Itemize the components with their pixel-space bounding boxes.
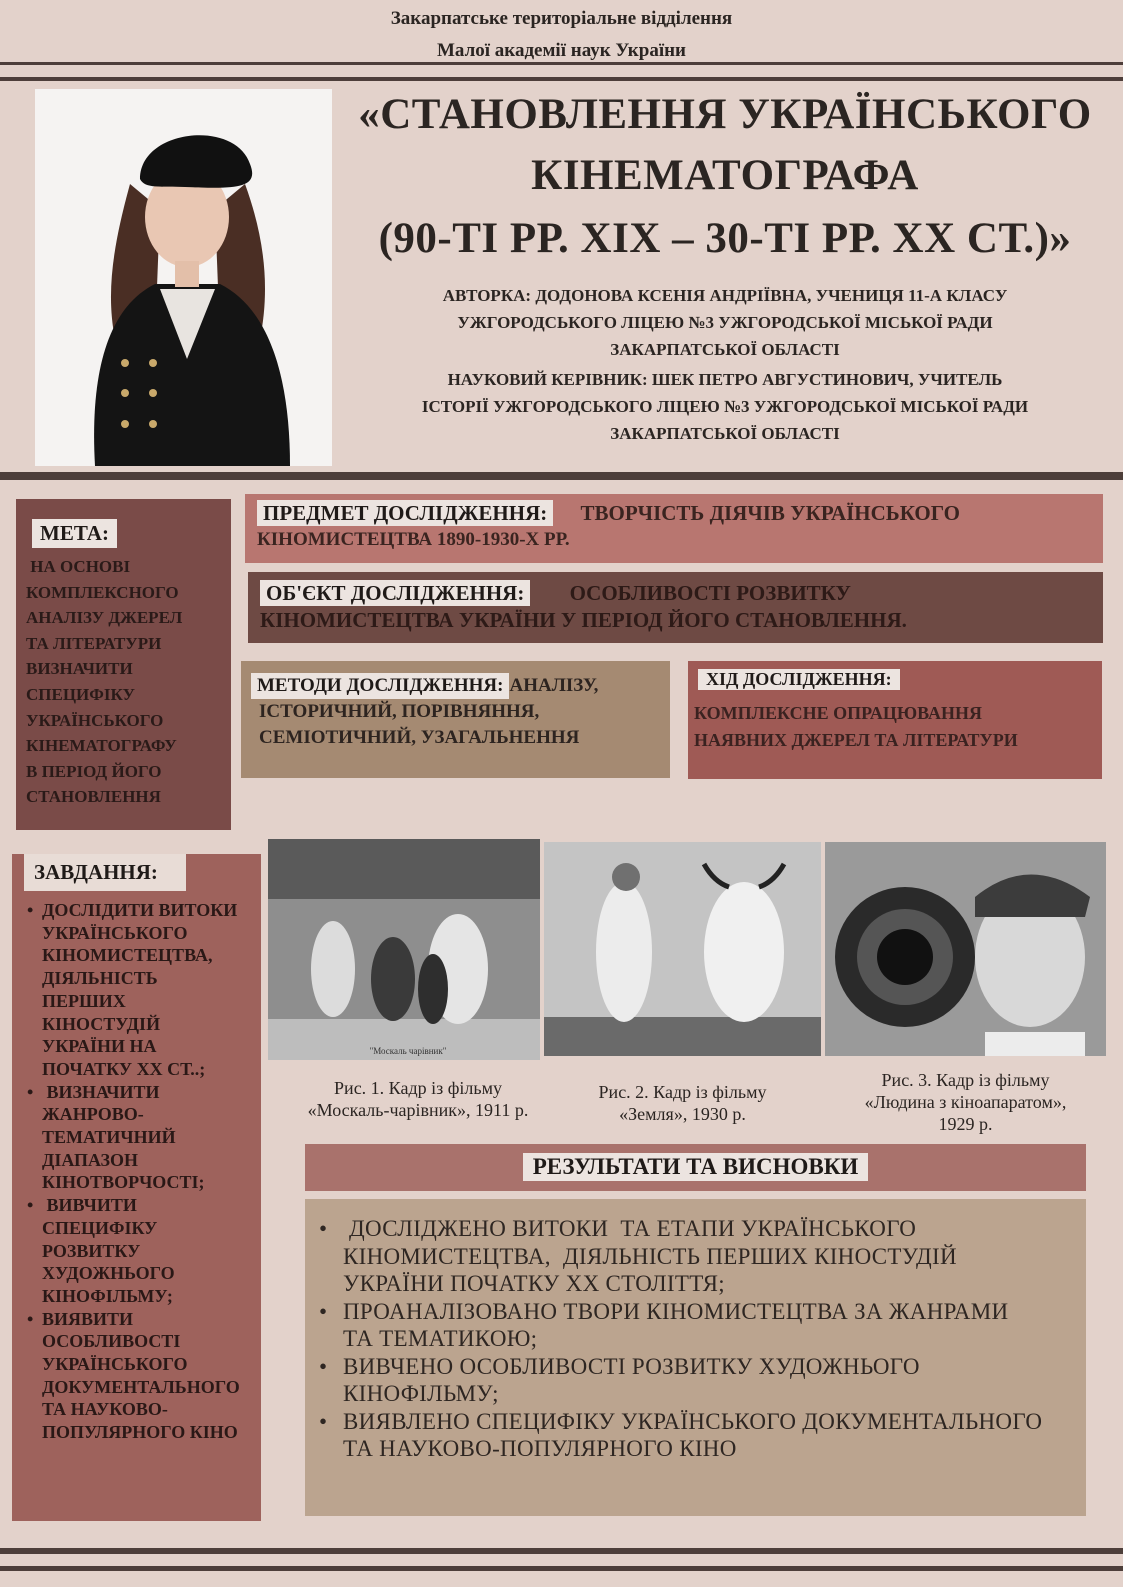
footer-divider-top <box>0 1548 1123 1554</box>
task-item <box>42 1308 261 1444</box>
task-item <box>42 899 261 1081</box>
task-item-line: ТА НАУКОВО- <box>42 1399 168 1420</box>
task-item <box>42 1194 261 1308</box>
figure-3-caption <box>825 1069 1106 1135</box>
course-text-line2: НАЯВНИХ ДЖЕРЕЛ ТА ЛІТЕРАТУРИ <box>694 730 1018 750</box>
result-item <box>315 1408 1076 1463</box>
footer-divider-bottom <box>0 1566 1123 1571</box>
figure-3-caption-line1: Рис. 3. Кадр із фільму <box>881 1070 1050 1090</box>
goal-text-line: ТА ЛІТЕРАТУРИ <box>26 633 162 653</box>
figure-2-caption-line2: «Земля», 1930 р. <box>619 1104 746 1124</box>
goal-text-line: УКРАЇНСЬКОГО <box>26 710 164 730</box>
subject-text-line2: КІНОМИСТЕЦТВА 1890-1930-Х РР. <box>257 529 570 550</box>
task-item-line: ОСОБЛИВОСТІ <box>42 1331 181 1352</box>
task-item-line: КІНОФІЛЬМУ; <box>42 1285 173 1306</box>
result-item <box>315 1298 1076 1353</box>
header-divider-bottom <box>0 77 1123 81</box>
figure-2-caption-line1: Рис. 2. Кадр із фільму <box>598 1082 767 1102</box>
goal-text-line: КІНЕМАТОГРАФУ <box>26 736 177 756</box>
org-name-line1: Закарпатське територіальне відділення <box>390 8 733 29</box>
goal-text-line: АНАЛІЗУ ДЖЕРЕЛ <box>26 608 183 628</box>
result-item-line: • ДОСЛІДЖЕНО ВИТОКИ ТА ЕТАПИ УКРАЇНСЬКОГО <box>343 1216 917 1241</box>
task-item-line: УКРАЇНСЬКОГО <box>42 922 188 943</box>
figure-1-inscription: "Москаль чарівник" <box>369 1046 447 1056</box>
methods-label: МЕТОДИ ДОСЛІДЖЕННЯ: <box>251 673 509 699</box>
results-list <box>315 1215 1076 1463</box>
results-panel <box>305 1199 1086 1516</box>
results-label: РЕЗУЛЬТАТИ ТА ВИСНОВКИ <box>523 1153 869 1181</box>
task-item <box>42 1081 261 1195</box>
result-item-line: ТА ТЕМАТИКОЮ; <box>343 1326 538 1351</box>
task-item-line: КІНОТВОРЧОСТІ; <box>42 1172 205 1193</box>
figure-1-caption-line1: Рис. 1. Кадр із фільму <box>334 1078 502 1098</box>
task-item-line: ПЕРШИХ <box>42 990 126 1011</box>
figure-1-caption <box>268 1077 568 1121</box>
author-line3: ЗАКАРПАТСЬКОЇ ОБЛАСТІ <box>610 340 840 359</box>
result-item <box>315 1215 1076 1298</box>
task-item-line: ДІАПАЗОН <box>42 1149 138 1170</box>
figure-1-caption-line2: «Москаль-чарівник», 1911 р. <box>307 1100 529 1120</box>
figure-1-image <box>268 839 540 1060</box>
methods-text-line2: ІСТОРИЧНИЙ, ПОРІВНЯННЯ, <box>259 701 540 722</box>
figure-2-image <box>544 842 821 1056</box>
figure-1-still <box>268 839 540 1060</box>
goal-text-line: ВИЗНАЧИТИ <box>26 659 133 679</box>
result-item-line: • ПРОАНАЛІЗОВАНО ТВОРИ КІНОМИСТЕЦТВА ЗА ЖАНРАМИ <box>343 1298 1009 1324</box>
object-panel <box>248 572 1103 643</box>
task-item-line: • ВИЗНАЧИТИ <box>42 1081 160 1102</box>
goal-text-line: В ПЕРІОД ЙОГО <box>26 761 162 781</box>
result-item-line: КІНОМИСТЕЦТВА, ДІЯЛЬНІСТЬ ПЕРШИХ КІНОСТУДІЙ <box>343 1243 957 1269</box>
tasks-panel <box>12 854 261 1521</box>
task-item-line: СПЕЦИФІКУ <box>42 1217 158 1238</box>
tasks-label: ЗАВДАННЯ: <box>24 854 186 891</box>
result-item-line: ТА НАУКОВО-ПОПУЛЯРНОГО КІНО <box>343 1436 737 1461</box>
goal-text-line: КОМПЛЕКСНОГО <box>26 582 179 602</box>
result-item <box>315 1353 1076 1408</box>
goal-text-line: НА ОСНОВІ <box>26 557 131 576</box>
org-name-line2: Малої академії наук України <box>437 40 686 61</box>
task-item-line: УКРАЇНСЬКОГО <box>42 1354 188 1375</box>
poster-title-line2: КІНЕМАТОГРАФА <box>531 152 919 199</box>
course-panel <box>688 661 1102 779</box>
supervisor-line1: НАУКОВИЙ КЕРІВНИК: ШЕК ПЕТРО АВГУСТИНОВИЧ, УЧИТЕЛЬ <box>447 370 1003 389</box>
author-line1: АВТОРКА: ДОДОНОВА КСЕНІЯ АНДРІЇВНА, УЧЕНИЦЯ 11-А КЛАСУ <box>442 286 1008 305</box>
subject-panel <box>245 494 1103 563</box>
supervisor-line2: ІСТОРІЇ УЖГОРОДСЬКОГО ЛІЦЕЮ №3 УЖГОРОДСЬКОЇ МІСЬКОЇ РАДИ <box>421 397 1029 416</box>
goal-panel <box>16 499 231 830</box>
task-item-line: • ДОСЛІДИТИ ВИТОКИ <box>42 900 238 920</box>
subject-text-line1: ТВОРЧІСТЬ ДІЯЧІВ УКРАЇНСЬКОГО <box>580 501 960 525</box>
poster-title-line3: (90-ТІ РР. XIX – 30-ТІ РР. XX СТ.)» <box>378 215 1072 262</box>
result-item-line: КІНОФІЛЬМУ; <box>343 1381 499 1406</box>
figure-3-image <box>825 842 1106 1056</box>
task-item-line: ТЕМАТИЧНИЙ <box>42 1127 176 1148</box>
course-text-line1: КОМПЛЕКСНЕ ОПРАЦЮВАННЯ <box>694 703 982 723</box>
task-item-line: ЖАНРОВО- <box>42 1104 144 1125</box>
task-item-line: ХУДОЖНЬОГО <box>42 1263 175 1284</box>
portrait-illustration <box>35 89 332 466</box>
figure-3-caption-line3: 1929 р. <box>938 1114 993 1134</box>
result-item-line: УКРАЇНИ ПОЧАТКУ ХХ СТОЛІТТЯ; <box>343 1271 725 1296</box>
figure-2-still <box>544 842 821 1056</box>
figure-3-caption-line2: «Людина з кіноапаратом», <box>864 1092 1067 1112</box>
goal-text <box>26 554 231 810</box>
task-item-line: • ВИВЧИТИ <box>42 1195 137 1216</box>
object-text-line1: ОСОБЛИВОСТІ РОЗВИТКУ <box>569 581 851 605</box>
task-item-line: КІНОМИСТЕЦТВА, <box>42 945 213 966</box>
task-item-line: ДОКУМЕНТАЛЬНОГО <box>42 1376 240 1397</box>
goal-label: МЕТА: <box>32 519 117 548</box>
task-item-line: ПОЧАТКУ ХХ СТ..; <box>42 1058 206 1079</box>
subject-label: ПРЕДМЕТ ДОСЛІДЖЕННЯ: <box>257 500 553 526</box>
author-portrait <box>35 89 332 466</box>
header-divider-top <box>0 62 1123 65</box>
figure-2-caption <box>544 1081 821 1125</box>
tasks-list <box>24 899 261 1444</box>
task-item-line: УКРАЇНИ НА <box>42 1036 157 1057</box>
task-item-line: РОЗВИТКУ <box>42 1240 141 1261</box>
task-item-line: ПОПУЛЯРНОГО КІНО <box>42 1422 238 1443</box>
course-label: ХІД ДОСЛІДЖЕННЯ: <box>698 669 900 690</box>
goal-text-line: СПЕЦИФІКУ <box>26 684 135 704</box>
task-item-line: • ВИЯВИТИ <box>42 1308 134 1329</box>
task-item-line: КІНОСТУДІЙ <box>42 1013 161 1034</box>
results-header <box>305 1144 1086 1191</box>
result-item-line: • ВИВЧЕНО ОСОБЛИВОСТІ РОЗВИТКУ ХУДОЖНЬОГО <box>343 1353 920 1379</box>
methods-text-line1: АНАЛІЗУ, <box>509 675 599 696</box>
task-item-line: ДІЯЛЬНІСТЬ <box>42 968 158 989</box>
goal-text-line: СТАНОВЛЕННЯ <box>26 787 161 807</box>
methods-panel <box>241 661 670 778</box>
methods-text-line3: СЕМІОТИЧНИЙ, УЗАГАЛЬНЕННЯ <box>259 727 580 748</box>
object-label: ОБ'ЄКТ ДОСЛІДЖЕННЯ: <box>260 580 530 606</box>
author-line2: УЖГОРОДСЬКОГО ЛІЦЕЮ №3 УЖГОРОДСЬКОЇ МІСЬКОЇ РАДИ <box>457 313 993 332</box>
poster-title-line1: «СТАНОВЛЕННЯ УКРАЇНСЬКОГО <box>358 91 1092 138</box>
supervisor-line3: ЗАКАРПАТСЬКОЇ ОБЛАСТІ <box>610 424 840 443</box>
result-item-line: • ВИЯВЛЕНО СПЕЦИФІКУ УКРАЇНСЬКОГО ДОКУМЕНТАЛЬНОГО <box>343 1408 1043 1434</box>
figure-3-still <box>825 842 1106 1056</box>
section-divider <box>0 472 1123 480</box>
object-text-line2: КІНОМИСТЕЦТВА УКРАЇНИ У ПЕРІОД ЙОГО СТАНОВЛЕННЯ. <box>260 608 907 632</box>
